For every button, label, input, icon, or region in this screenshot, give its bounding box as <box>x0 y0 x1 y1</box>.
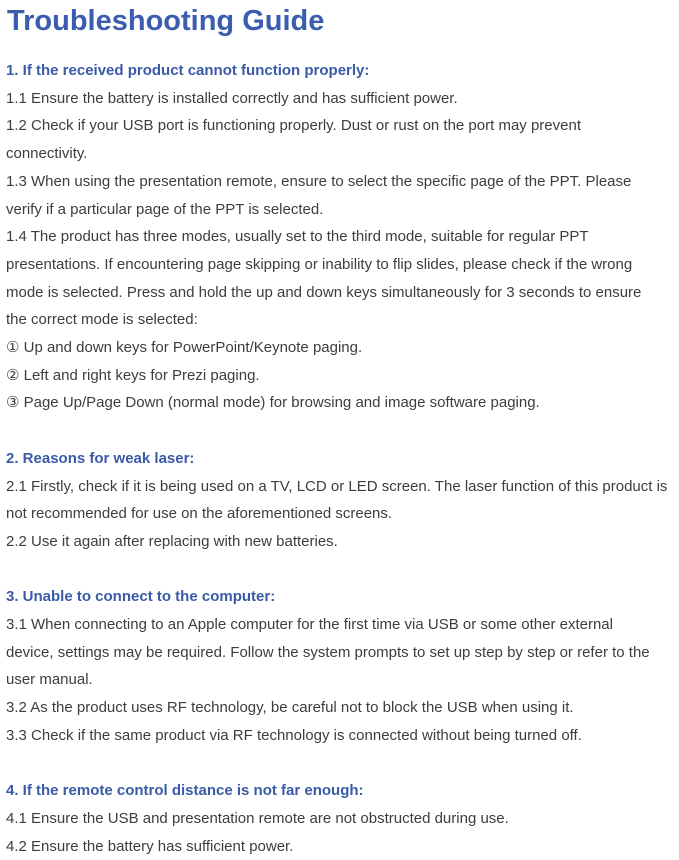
text-line: 1.4 The product has three modes, usually set to the third mode, suitable for regular PPT <box>6 228 589 246</box>
text-line: 1.2 Check if your USB port is functioning properly. Dust or rust on the port may prevent <box>6 117 581 135</box>
text-line: 4.2 Ensure the battery has sufficient power. <box>6 837 294 855</box>
text-line: presentations. If encountering page skipping or inability to flip slides, please check if the wrong <box>6 255 633 273</box>
text-line: connectivity. <box>6 145 88 163</box>
section-2 <box>6 445 673 556</box>
section-1 <box>6 57 673 417</box>
numbered-list-item-3: ③ Page Up/Page Down (normal mode) for browsing and image software paging. <box>6 394 540 412</box>
page-title: Troubleshooting Guide <box>7 5 325 37</box>
numbered-list-item-1: ① Up and down keys for PowerPoint/Keynote paging. <box>6 339 363 357</box>
section-4 <box>6 777 673 860</box>
text-line: device, settings may be required. Follow the system prompts to set up step by step or refer to the <box>6 643 650 661</box>
text-line: 3.2 As the product uses RF technology, be careful not to block the USB when using it. <box>6 699 574 717</box>
text-line: 2.1 Firstly, check if it is being used on a TV, LCD or LED screen. The laser function of this product is <box>6 477 668 495</box>
text-line: 3.1 When connecting to an Apple computer for the first time via USB or some other external <box>6 616 613 634</box>
section-2-heading: 2. Reasons for weak laser: <box>6 449 195 467</box>
text-line: 1.3 When using the presentation remote, ensure to select the specific page of the PPT. Please <box>6 172 632 190</box>
text-line: not recommended for use on the aforementioned screens. <box>6 505 393 523</box>
numbered-list-item-2: ② Left and right keys for Prezi paging. <box>6 366 260 384</box>
section-1-heading: 1. If the received product cannot function properly: <box>6 62 370 79</box>
text-line: the correct mode is selected: <box>6 311 198 329</box>
text-line: 2.2 Use it again after replacing with new batteries. <box>6 532 338 550</box>
section-3-heading: 3. Unable to connect to the computer: <box>6 588 276 606</box>
text-line: 1.1 Ensure the battery is installed correctly and has sufficient power. <box>6 89 458 107</box>
text-line: 4.1 Ensure the USB and presentation remote are not obstructed during use. <box>6 809 509 827</box>
text-line: 3.3 Check if the same product via RF technology is connected without being turned off. <box>6 726 582 744</box>
text-line: verify if a particular page of the PPT is selected. <box>6 200 324 218</box>
text-line: mode is selected. Press and hold the up and down keys simultaneously for 3 seconds to ensure <box>6 283 642 301</box>
section-4-heading: 4. If the remote control distance is not far enough: <box>6 782 364 800</box>
text-line: user manual. <box>6 671 93 689</box>
section-3 <box>6 583 673 749</box>
